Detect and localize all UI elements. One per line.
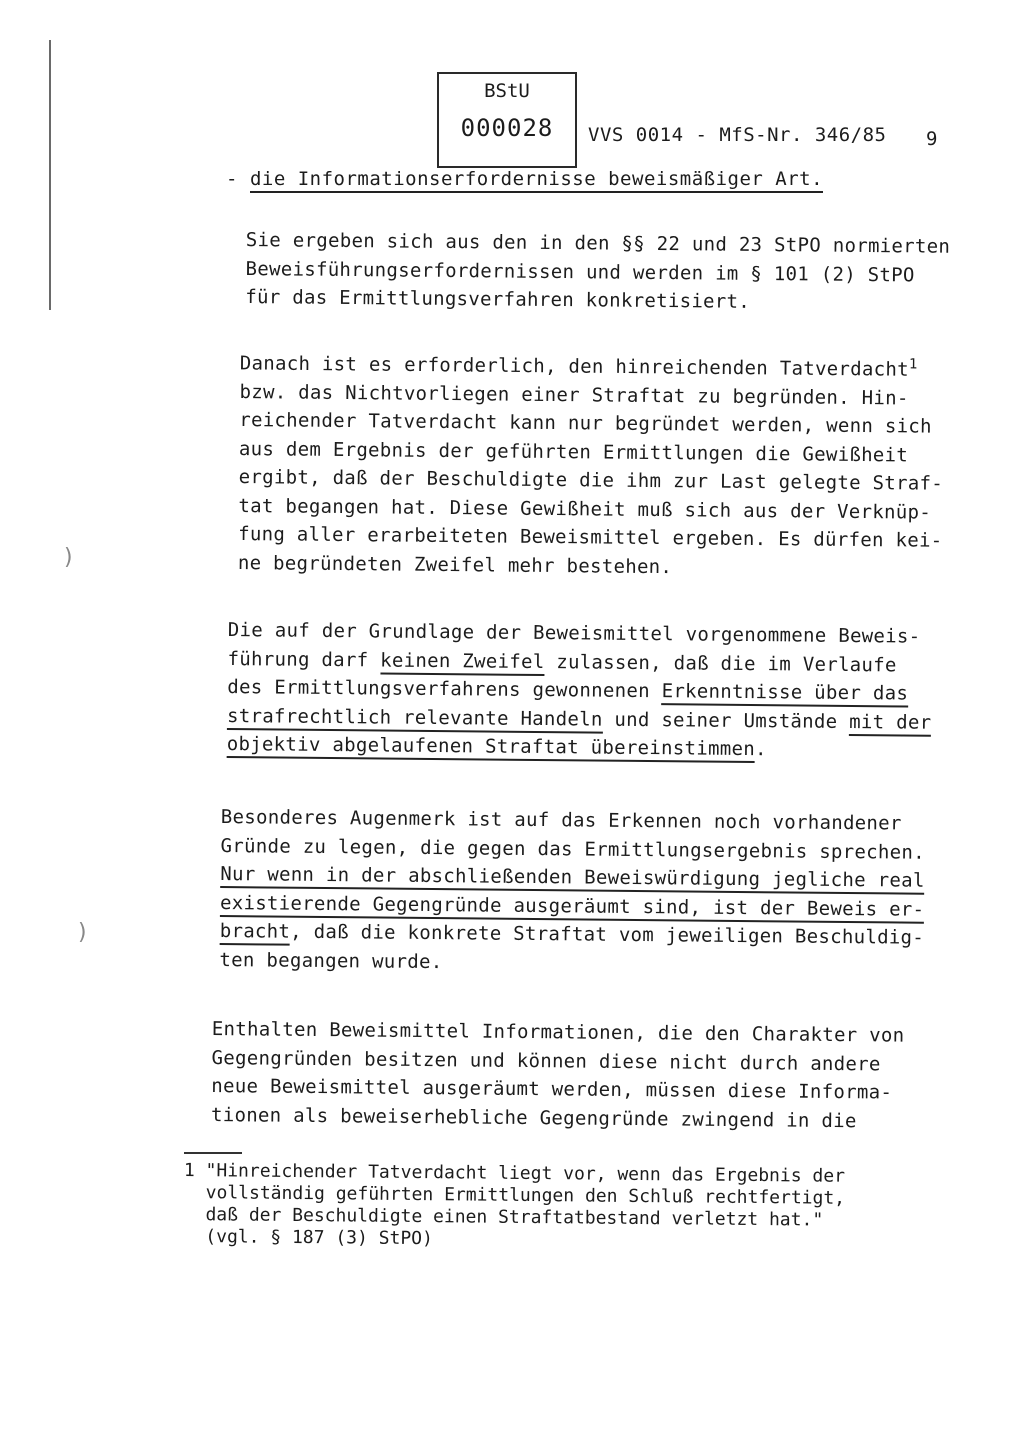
punch-hole-mark: )	[62, 545, 76, 570]
paragraph-2	[238, 344, 945, 584]
text-line: Gründe zu legen, die gegen das Ermittlungsergebnis sprechen.	[220, 834, 926, 864]
heading-text: die Informationserfordernisse beweismäßiger Art.	[250, 168, 823, 193]
text-line: ne begründeten Zweifel mehr bestehen.	[237, 551, 673, 578]
paragraph-3	[227, 616, 933, 765]
footnote-separator	[184, 1152, 242, 1154]
underlined-text: keinen Zweifel	[380, 649, 545, 676]
footnote	[183, 1160, 845, 1254]
line-text: Danach ist es erforderlich, den hinreichenden Tatverdacht	[239, 352, 910, 381]
heading-dash: -	[226, 168, 238, 190]
text-line: Gegengründen besitzen und können diese nicht durch andere	[211, 1046, 881, 1075]
underlined-text: Erkenntnisse über das	[662, 680, 909, 707]
footnote-number: 1	[183, 1160, 195, 1182]
text-line: Beweisführungserfordernissen und werden im § 101 (2) StPO	[245, 257, 915, 286]
underlined-text: strafrechtlich relevante Handeln	[227, 704, 603, 733]
footnote-reference: 1	[908, 356, 918, 373]
underlined-text: bracht	[220, 920, 291, 946]
line-text: zulassen, daß die im Verlaufe	[544, 650, 897, 676]
text-line: tat begangen hat. Diese Gewißheit muß sich aus der Verknüp-	[238, 494, 932, 524]
text-line: ergibt, daß der Beschuldigte die ihm zur Last gelegte Straf-	[238, 466, 944, 496]
text-line: Besonderes Augenmerk ist auf das Erkennen noch vorhandener	[220, 805, 902, 835]
underlined-text: mit der	[849, 710, 931, 736]
stamp-number: 000028	[460, 114, 554, 142]
underlined-text: existierende Gegengründe ausgeräumt sind, ist der Beweis er-	[220, 891, 925, 923]
paragraph-1	[245, 226, 950, 318]
line-text: führung darf	[227, 647, 381, 671]
text-line: reichender Tatverdacht kann nur begründet werden, wenn sich	[239, 409, 932, 438]
punch-hole-mark: )	[76, 920, 90, 945]
text-line: tionen als beweiserhebliche Gegengründe zwingend in die	[210, 1103, 857, 1132]
paragraph-4	[219, 803, 925, 981]
margin-line	[49, 40, 51, 310]
underlined-text: objektiv abgelaufenen Straftat übereinstimmen	[227, 733, 755, 763]
text-line: für das Ermittlungsverfahren konkretisiert.	[245, 285, 751, 313]
footnote-text: daß der Beschuldigte einen Straftatbestand verletzt hat."	[205, 1204, 824, 1231]
footnote-text: "Hinreichender Tatverdacht liegt vor, wenn das Ergebnis der	[205, 1160, 846, 1187]
text-line: bzw. das Nichtvorliegen einer Straftat zu begründen. Hin-	[239, 380, 909, 410]
text-line: fung aller erarbeiteten Beweismittel ergeben. Es dürfen kei-	[238, 523, 943, 553]
footnote-text: vollständig geführten Ermittlungen den Schluß rechtfertigt,	[205, 1182, 846, 1209]
line-text: , daß die konkrete Straftat vom jeweiligen Beschuldig-	[290, 920, 925, 949]
text-line: aus dem Ergebnis der geführten Ermittlungen die Gewißheit	[238, 437, 909, 467]
text-line: neue Beweismittel ausgeräumt werden, müssen diese Informa-	[211, 1074, 893, 1104]
page-number: 9	[926, 128, 938, 150]
archive-stamp	[437, 72, 577, 168]
line-text: des Ermittlungsverfahrens gewonnenen	[227, 675, 662, 703]
line-text: und seiner Umstände	[602, 708, 850, 733]
paragraph-5	[211, 1015, 905, 1136]
text-line: Enthalten Beweismittel Informationen, die den Charakter von	[211, 1017, 905, 1047]
stamp-label: BStU	[484, 80, 530, 102]
line-text: .	[754, 738, 767, 761]
document-reference: VVS 0014 - MfS-Nr. 346/85	[588, 124, 887, 146]
text-line: ten begangen wurde.	[219, 948, 443, 973]
underlined-text: Nur wenn in der abschließenden Beweiswürdigung jegliche real	[220, 863, 925, 895]
text-line: Die auf der Grundlage der Beweismittel vorgenommene Beweis-	[227, 618, 921, 648]
text-line: Sie ergeben sich aus den in den §§ 22 und 23 StPO normierten	[245, 228, 951, 258]
section-heading	[226, 168, 823, 190]
footnote-text: (vgl. § 187 (3) StPO)	[205, 1226, 433, 1250]
